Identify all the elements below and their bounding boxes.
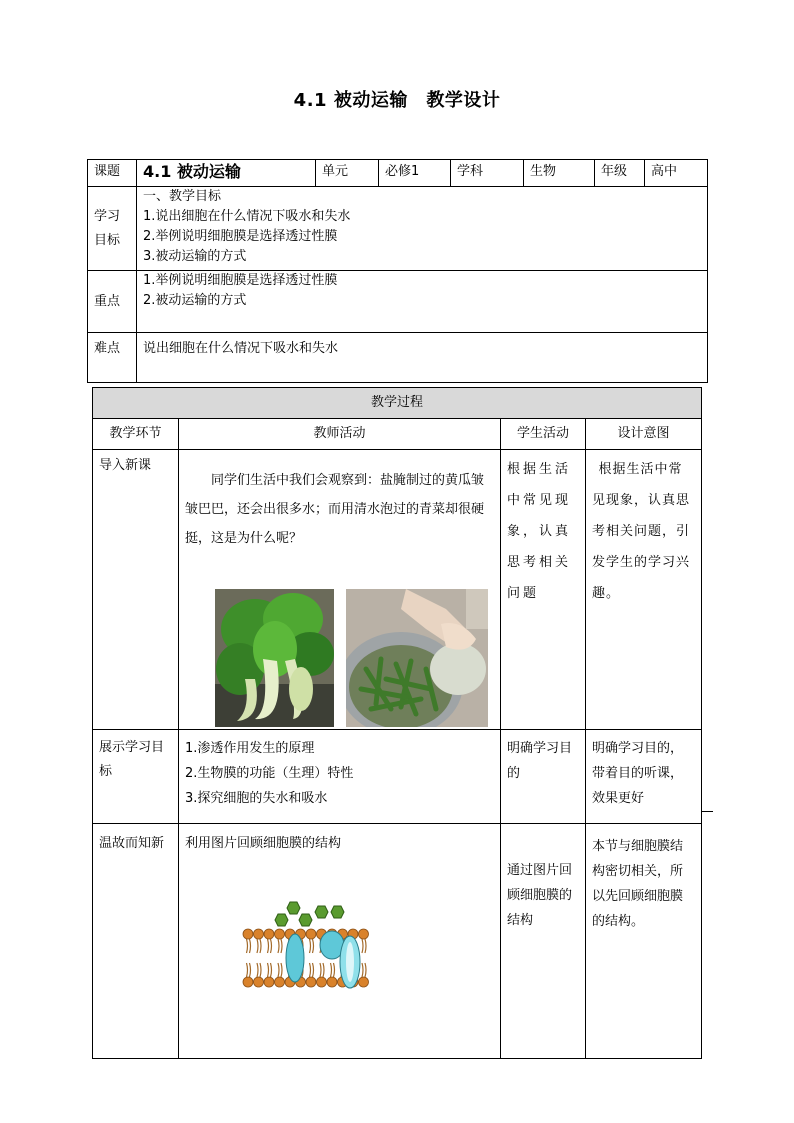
goals-line: 1.说出细胞在什么情况下吸水和失水 xyxy=(143,209,351,224)
header-student: 学生活动 xyxy=(501,419,586,450)
intent-goals: 明确学习目的，带着目的听课，效果更好 xyxy=(586,730,702,824)
phospholipid-head xyxy=(243,929,253,939)
goal-item: 3.探究细胞的失水和吸水 xyxy=(185,791,328,806)
unit-label: 单元 xyxy=(316,160,379,187)
phospholipid-tail xyxy=(362,939,363,953)
intro-paragraph: 同学们生活中我们会观察到：盐腌制过的黄瓜皱皱巴巴，还会出很多水；而用清水泡过的青菜却很硬挺，这是为什么呢？ xyxy=(185,473,485,546)
phospholipid-tail xyxy=(247,939,248,953)
phospholipid-tail xyxy=(281,939,282,953)
phospholipid-tail xyxy=(271,963,272,977)
phospholipid-head xyxy=(306,977,316,987)
topic-value: 4.1 被动运输 xyxy=(137,160,316,187)
student-activity-goals: 明确学习目的 xyxy=(501,730,586,824)
stage-goals-text: 展示学习目标 xyxy=(99,740,165,779)
phospholipid-tail xyxy=(271,939,272,953)
phospholipid-tail xyxy=(313,963,314,977)
phospholipid-tail xyxy=(313,939,314,953)
cucumber-bowl-image xyxy=(346,589,488,727)
phospholipid-head xyxy=(243,977,253,987)
subject-label: 学科 xyxy=(451,160,524,187)
teacher-activity-goals xyxy=(179,730,501,824)
phospholipid-tail xyxy=(310,939,311,953)
phospholipid-head xyxy=(275,929,285,939)
process-title: 教学过程 xyxy=(93,388,702,419)
teaching-process-table xyxy=(92,387,702,1059)
student-activity-intro: 根据生活中常见现象，认真思考相关问题 xyxy=(501,450,586,730)
goals-line: 2.举例说明细胞膜是选择透过性膜 xyxy=(143,229,338,244)
subject-value: 生物 xyxy=(524,160,595,187)
unit-value: 必修1 xyxy=(379,160,451,187)
teacher-activity-intro xyxy=(179,450,501,730)
phospholipid-tail xyxy=(250,939,251,953)
cell-membrane-diagram xyxy=(240,900,380,995)
phospholipid-tail xyxy=(247,963,248,977)
phospholipid-tail xyxy=(334,963,335,977)
teacher-activity-review xyxy=(179,824,501,1059)
phospholipid-tail xyxy=(257,963,258,977)
phospholipid-head xyxy=(275,977,285,987)
phospholipid-tail xyxy=(250,963,251,977)
goals-label xyxy=(88,187,137,271)
difficulty-content: 说出细胞在什么情况下吸水和失水 xyxy=(137,333,708,383)
phospholipid-head xyxy=(359,977,369,987)
phospholipid-tail xyxy=(365,939,366,953)
stage-review: 温故而知新 xyxy=(93,824,179,1059)
phospholipid-head xyxy=(317,977,327,987)
phospholipid-tail xyxy=(278,939,279,953)
phospholipid-tail xyxy=(278,963,279,977)
goals-line: 一、教学目标 xyxy=(143,189,222,204)
phospholipid-head xyxy=(264,929,274,939)
header-stage: 教学环节 xyxy=(93,419,179,450)
goal-item: 1.渗透作用发生的原理 xyxy=(185,741,315,756)
grade-label: 年级 xyxy=(595,160,645,187)
difficulty-label: 难点 xyxy=(88,333,137,383)
phospholipid-tail xyxy=(365,963,366,977)
key-point-line: 1.举例说明细胞膜是选择透过性膜 xyxy=(143,273,338,288)
document-title: 4.1 被动运输 教学设计 xyxy=(293,90,501,111)
goals-content xyxy=(137,187,708,271)
intent-review: 本节与细胞膜结构密切相关，所以先回顾细胞膜的结构。 xyxy=(586,824,702,1059)
phospholipid-tail xyxy=(268,963,269,977)
phospholipid-tail xyxy=(310,963,311,977)
phospholipid-tail xyxy=(323,963,324,977)
phospholipid-head xyxy=(306,929,316,939)
phospholipid-head xyxy=(254,977,264,987)
topic-label: 课题 xyxy=(88,160,137,187)
bok-choy-image xyxy=(215,589,334,727)
phospholipid-head xyxy=(359,929,369,939)
intent-intro: 根据生活中常见现象，认真思考相关问题，引发学生的学习兴趣。 xyxy=(586,450,702,730)
goal-item: 2.生物膜的功能（生理）特性 xyxy=(185,766,354,781)
key-point-line: 2.被动运输的方式 xyxy=(143,293,247,308)
lesson-info-table xyxy=(87,159,708,383)
student-activity-review: 通过图片回顾细胞膜的结构 xyxy=(501,824,586,1059)
key-points-label: 重点 xyxy=(88,271,137,333)
phospholipid-tail xyxy=(362,963,363,977)
header-intent: 设计意图 xyxy=(586,419,702,450)
key-points-content xyxy=(137,271,708,333)
phospholipid-tail xyxy=(260,963,261,977)
review-text: 利用图片回顾细胞膜的结构 xyxy=(185,836,342,851)
phospholipid-tail xyxy=(331,963,332,977)
grade-value: 高中 xyxy=(645,160,708,187)
phospholipid-tail xyxy=(257,939,258,953)
phospholipid-tail xyxy=(320,963,321,977)
stray-rule xyxy=(701,811,713,812)
phospholipid-head xyxy=(264,977,274,987)
phospholipid-tail xyxy=(281,963,282,977)
phospholipid-tail xyxy=(260,939,261,953)
stage-goals xyxy=(93,730,179,824)
stage-intro: 导入新课 xyxy=(93,450,179,730)
header-teacher: 教师活动 xyxy=(179,419,501,450)
goals-label-text: 学习目标 xyxy=(94,208,121,248)
phospholipid-head xyxy=(327,977,337,987)
goals-line: 3.被动运输的方式 xyxy=(143,249,247,264)
phospholipid-tail xyxy=(268,939,269,953)
phospholipid-head xyxy=(254,929,264,939)
